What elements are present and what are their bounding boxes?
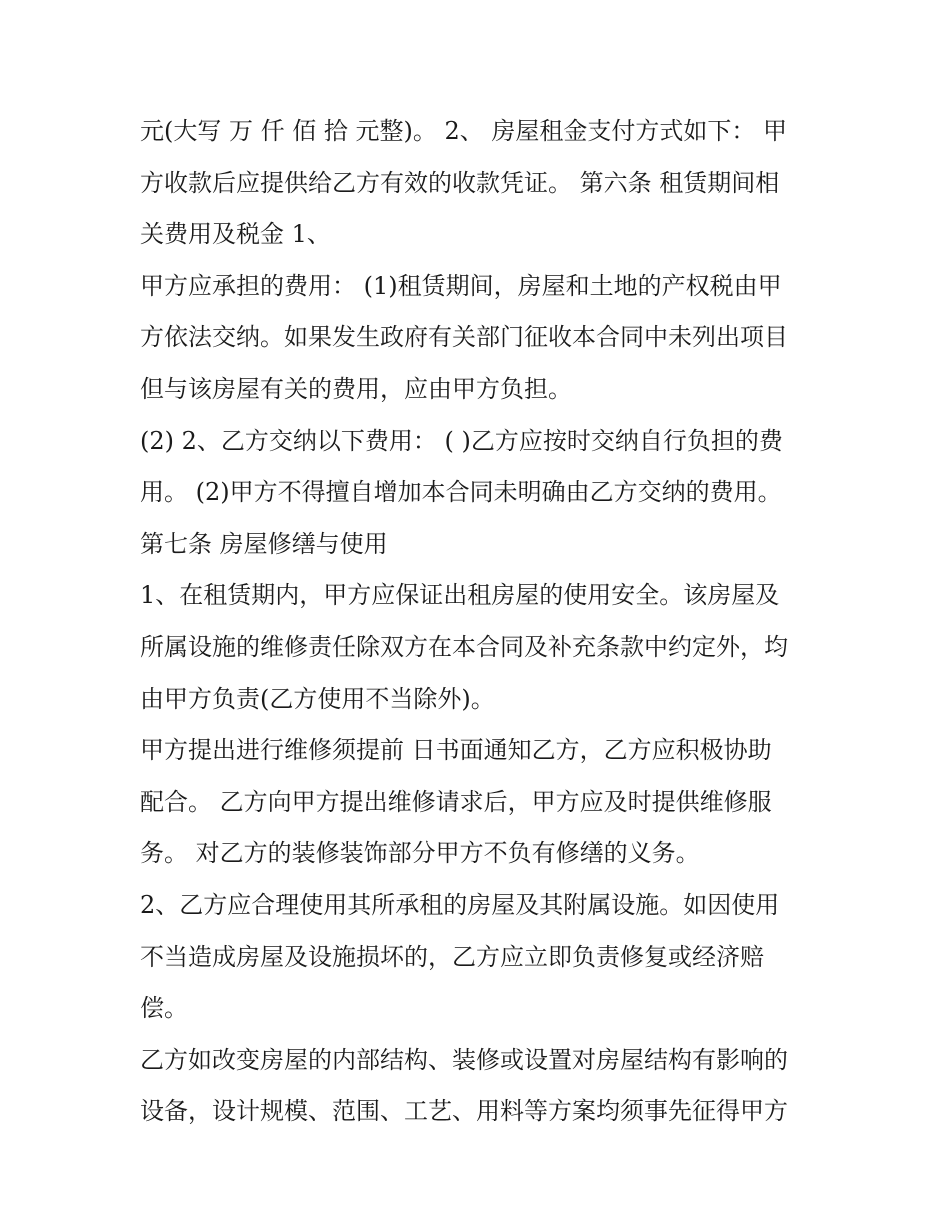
- text-line-19: 乙方如改变房屋的内部结构、装修或设置对房屋结构有影响的: [140, 1045, 788, 1074]
- text-line-15: 务。 对乙方的装修装饰部分甲方不负有修缮的义务。: [140, 839, 700, 868]
- text-line-12: 由甲方负责(乙方使用不当除外)。: [140, 684, 495, 713]
- text-line-16: 2、乙方应合理使用其所承租的房屋及其附属设施。如因使用: [140, 890, 780, 919]
- text-line-20: 设备，设计规模、范围、工艺、用料等方案均须事先征得甲方: [140, 1097, 788, 1126]
- text-line-11: 所属设施的维修责任除双方在本合同及补充条款中约定外，均: [140, 632, 788, 661]
- text-line-1: 元(大写 万 仟 佰 拾 元整)。 2、 房屋租金支付方式如下： 甲: [140, 117, 788, 145]
- text-line-6: 但与该房屋有关的费用，应由甲方负担。: [140, 374, 572, 403]
- text-line-18: 偿。: [140, 994, 188, 1023]
- text-line-3: 关费用及税金 1、: [140, 220, 331, 249]
- text-line-17: 不当造成房屋及设施损坏的，乙方应立即负责修复或经济赔: [140, 942, 764, 971]
- text-line-4: 甲方应承担的费用： (1)租赁期间，房屋和土地的产权税由甲: [140, 271, 782, 300]
- text-line-14: 配合。 乙方向甲方提出维修请求后，甲方应及时提供维修服: [140, 787, 772, 816]
- text-line-10: 1、在租赁期内，甲方应保证出租房屋的使用安全。该房屋及: [140, 581, 780, 610]
- document-body: [140, 106, 830, 1138]
- text-line-5: 方依法交纳。如果发生政府有关部门征收本合同中未列出项目: [140, 323, 788, 352]
- text-line-2: 方收款后应提供给乙方有效的收款凭证。 第六条 租赁期间相: [140, 168, 780, 197]
- text-line-13: 甲方提出进行维修须提前 日书面通知乙方，乙方应积极协助: [140, 736, 772, 765]
- text-line-8: 用。 (2)甲方不得擅自增加本合同未明确由乙方交纳的费用。: [140, 478, 782, 507]
- section-heading-article-7: 第七条 房屋修缮与使用: [140, 529, 388, 558]
- text-line-7: (2) 2、乙方交纳以下费用： ( )乙方应按时交纳自行负担的费: [140, 426, 783, 455]
